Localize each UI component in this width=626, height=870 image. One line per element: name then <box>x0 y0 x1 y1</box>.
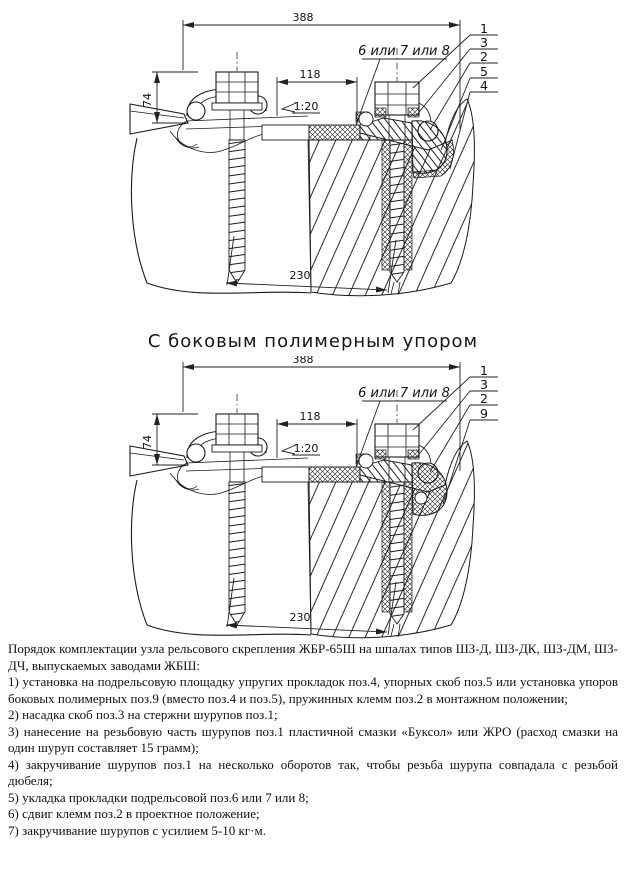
part-label: 2 <box>480 49 488 64</box>
polymer-stop-section <box>412 463 447 516</box>
assembly-procedure-notes <box>8 641 618 839</box>
procedure-intro: Порядок комплектации узла рельсового скрепления ЖБР-65Ш на шпалах типов ШЗ-Д, ШЗ-ДК, ШЗ-ДМ, ШЗ-ДЧ, выпускаемых заводами ЖБШ: <box>8 641 618 673</box>
procedure-item: 6) сдвиг клемм поз.2 в проектное положение; <box>8 806 260 821</box>
part-label: 4 <box>480 78 488 93</box>
dim-118: 118 <box>299 68 321 81</box>
dim-slope: 1:20 <box>293 442 319 455</box>
fastening-diagram-bottom <box>0 356 626 642</box>
procedure-item: 7) закручивание шурупов с усилием 5-10 кг·м. <box>8 822 266 838</box>
procedure-item: 1) установка на подрельсовую площадку упругих прокладок поз.4, упорных скоб поз.5 или установка упоров боковых полимерных поз.9 (вместо поз.4 и поз.5), пружинных клемм поз.2 в монтажном положении; <box>8 674 618 706</box>
dim-74: 74 <box>141 435 154 449</box>
procedure-item: 3) нанесение на резьбовую часть шурупов поз.1 пластичной смазки «Буксол» или ЖРО (расход смазки на один шуруп составляет 15 грамм); <box>8 723 618 755</box>
procedure-item: 4) закручивание шурупов поз.1 на несколько оборотов так, чтобы резьба шурупа совпадала с резьбой дюбеля; <box>8 756 618 788</box>
dim-388: 388 <box>292 11 314 24</box>
procedure-item: 2) насадка скоб поз.3 на стержни шурупов поз.1; <box>8 707 278 722</box>
dim-118: 118 <box>299 410 321 423</box>
pad-variant-text: 6 или 7 или 8 <box>358 44 450 59</box>
part-label: 3 <box>480 377 488 392</box>
dim-slope: 1:20 <box>293 100 319 113</box>
fastening-diagram-top <box>0 8 626 322</box>
dim-230: 230 <box>289 269 311 282</box>
part-label: 1 <box>480 363 488 378</box>
diagram-caption: С боковым полимерным упором <box>147 331 479 352</box>
procedure-item: 5) укладка прокладки подрельсовой поз.6 или 7 или 8; <box>8 789 309 805</box>
pad-variant-text: 6 или 7 или 8 <box>358 386 450 401</box>
part-label: 9 <box>480 406 488 421</box>
dim-388: 388 <box>292 356 314 366</box>
part-label: 5 <box>480 64 488 79</box>
dim-74: 74 <box>141 93 154 107</box>
part-label: 3 <box>480 35 488 50</box>
dim-230: 230 <box>289 611 311 624</box>
side-stop-section <box>412 121 454 178</box>
part-label: 1 <box>480 21 488 36</box>
part-label: 2 <box>480 391 488 406</box>
